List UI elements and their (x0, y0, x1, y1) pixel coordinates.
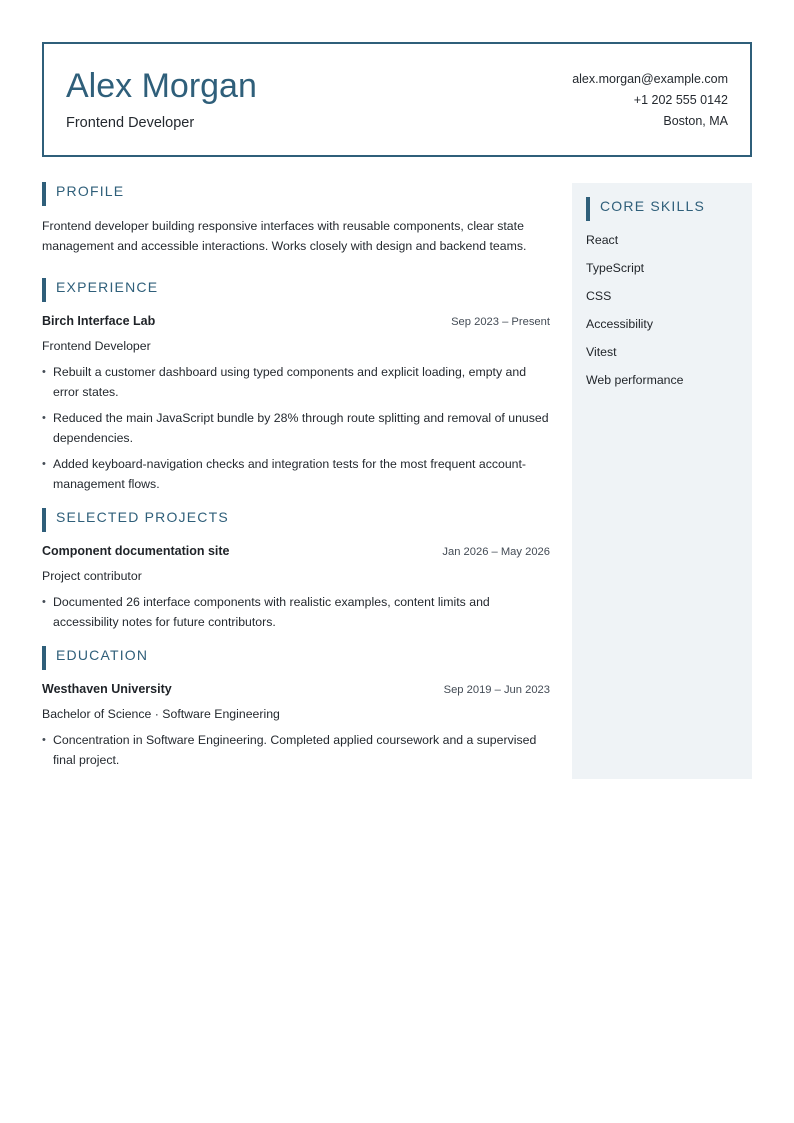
contact-phone: +1 202 555 0142 (633, 93, 728, 107)
skill-item: Vitest (586, 345, 617, 359)
bullet-item: • Concentration in Software Engineering. Completed applied coursework and a supervised final project. (42, 730, 550, 770)
education-school: Westhaven University (42, 682, 172, 696)
project-dates: Jan 2026 – May 2026 (442, 546, 550, 558)
profile-heading: PROFILE (42, 182, 550, 206)
experience-heading: EXPERIENCE (42, 278, 550, 302)
bullet-item: • Documented 26 interface components with realistic examples, content limits and accessibility notes for future contributors. (42, 592, 550, 632)
skill-item: Web performance (586, 373, 684, 387)
project-role: Project contributor (42, 569, 142, 583)
experience-entry-header (42, 314, 550, 334)
experience-position: Frontend Developer (42, 339, 151, 353)
experience-dates: Sep 2023 – Present (451, 316, 550, 328)
project-name: Component documentation site (42, 544, 230, 558)
education-entry-header (42, 682, 550, 702)
skills-heading: CORE SKILLS (586, 197, 738, 221)
candidate-role: Frontend Developer (66, 115, 195, 131)
experience-entry (42, 314, 550, 494)
project-bullets (42, 592, 550, 632)
experience-company: Birch Interface Lab (42, 314, 156, 328)
projects-section (42, 508, 550, 632)
main-column (42, 182, 550, 776)
skill-item: React (586, 233, 619, 247)
skill-item: Accessibility (586, 317, 653, 331)
bullet-item: • Added keyboard-navigation checks and integration tests for the most frequent account-management flows. (42, 454, 550, 494)
project-entry (42, 544, 550, 632)
contact-email[interactable]: alex.morgan@example.com (572, 72, 728, 86)
bullet-item: • Rebuilt a customer dashboard using typed components and explicit loading, empty and error states. (42, 362, 550, 402)
skill-item: TypeScript (586, 261, 645, 275)
skills-sidebar (572, 183, 752, 779)
contact-location: Boston, MA (663, 114, 728, 128)
projects-heading: SELECTED PROJECTS (42, 508, 550, 532)
experience-bullets (42, 362, 550, 494)
education-bullets (42, 730, 550, 770)
candidate-name: Alex Morgan (66, 67, 257, 105)
skill-item: CSS (586, 289, 612, 303)
profile-text: Frontend developer building responsive interfaces with reusable components, clear state management and accessible interactions. Works closely with design and backend teams. (42, 219, 527, 253)
education-dates: Sep 2019 – Jun 2023 (443, 684, 550, 696)
resume-header (42, 42, 752, 157)
education-degree: Bachelor of Science · Software Engineering (42, 707, 280, 721)
bullet-item: • Reduced the main JavaScript bundle by 28% through route splitting and removal of unused dependencies. (42, 408, 550, 448)
project-entry-header (42, 544, 550, 564)
profile-section (42, 182, 550, 256)
contact-block (572, 71, 728, 134)
education-heading: EDUCATION (42, 646, 550, 670)
experience-section (42, 278, 550, 494)
education-section (42, 646, 550, 770)
skills-list (586, 231, 738, 399)
education-entry (42, 682, 550, 770)
